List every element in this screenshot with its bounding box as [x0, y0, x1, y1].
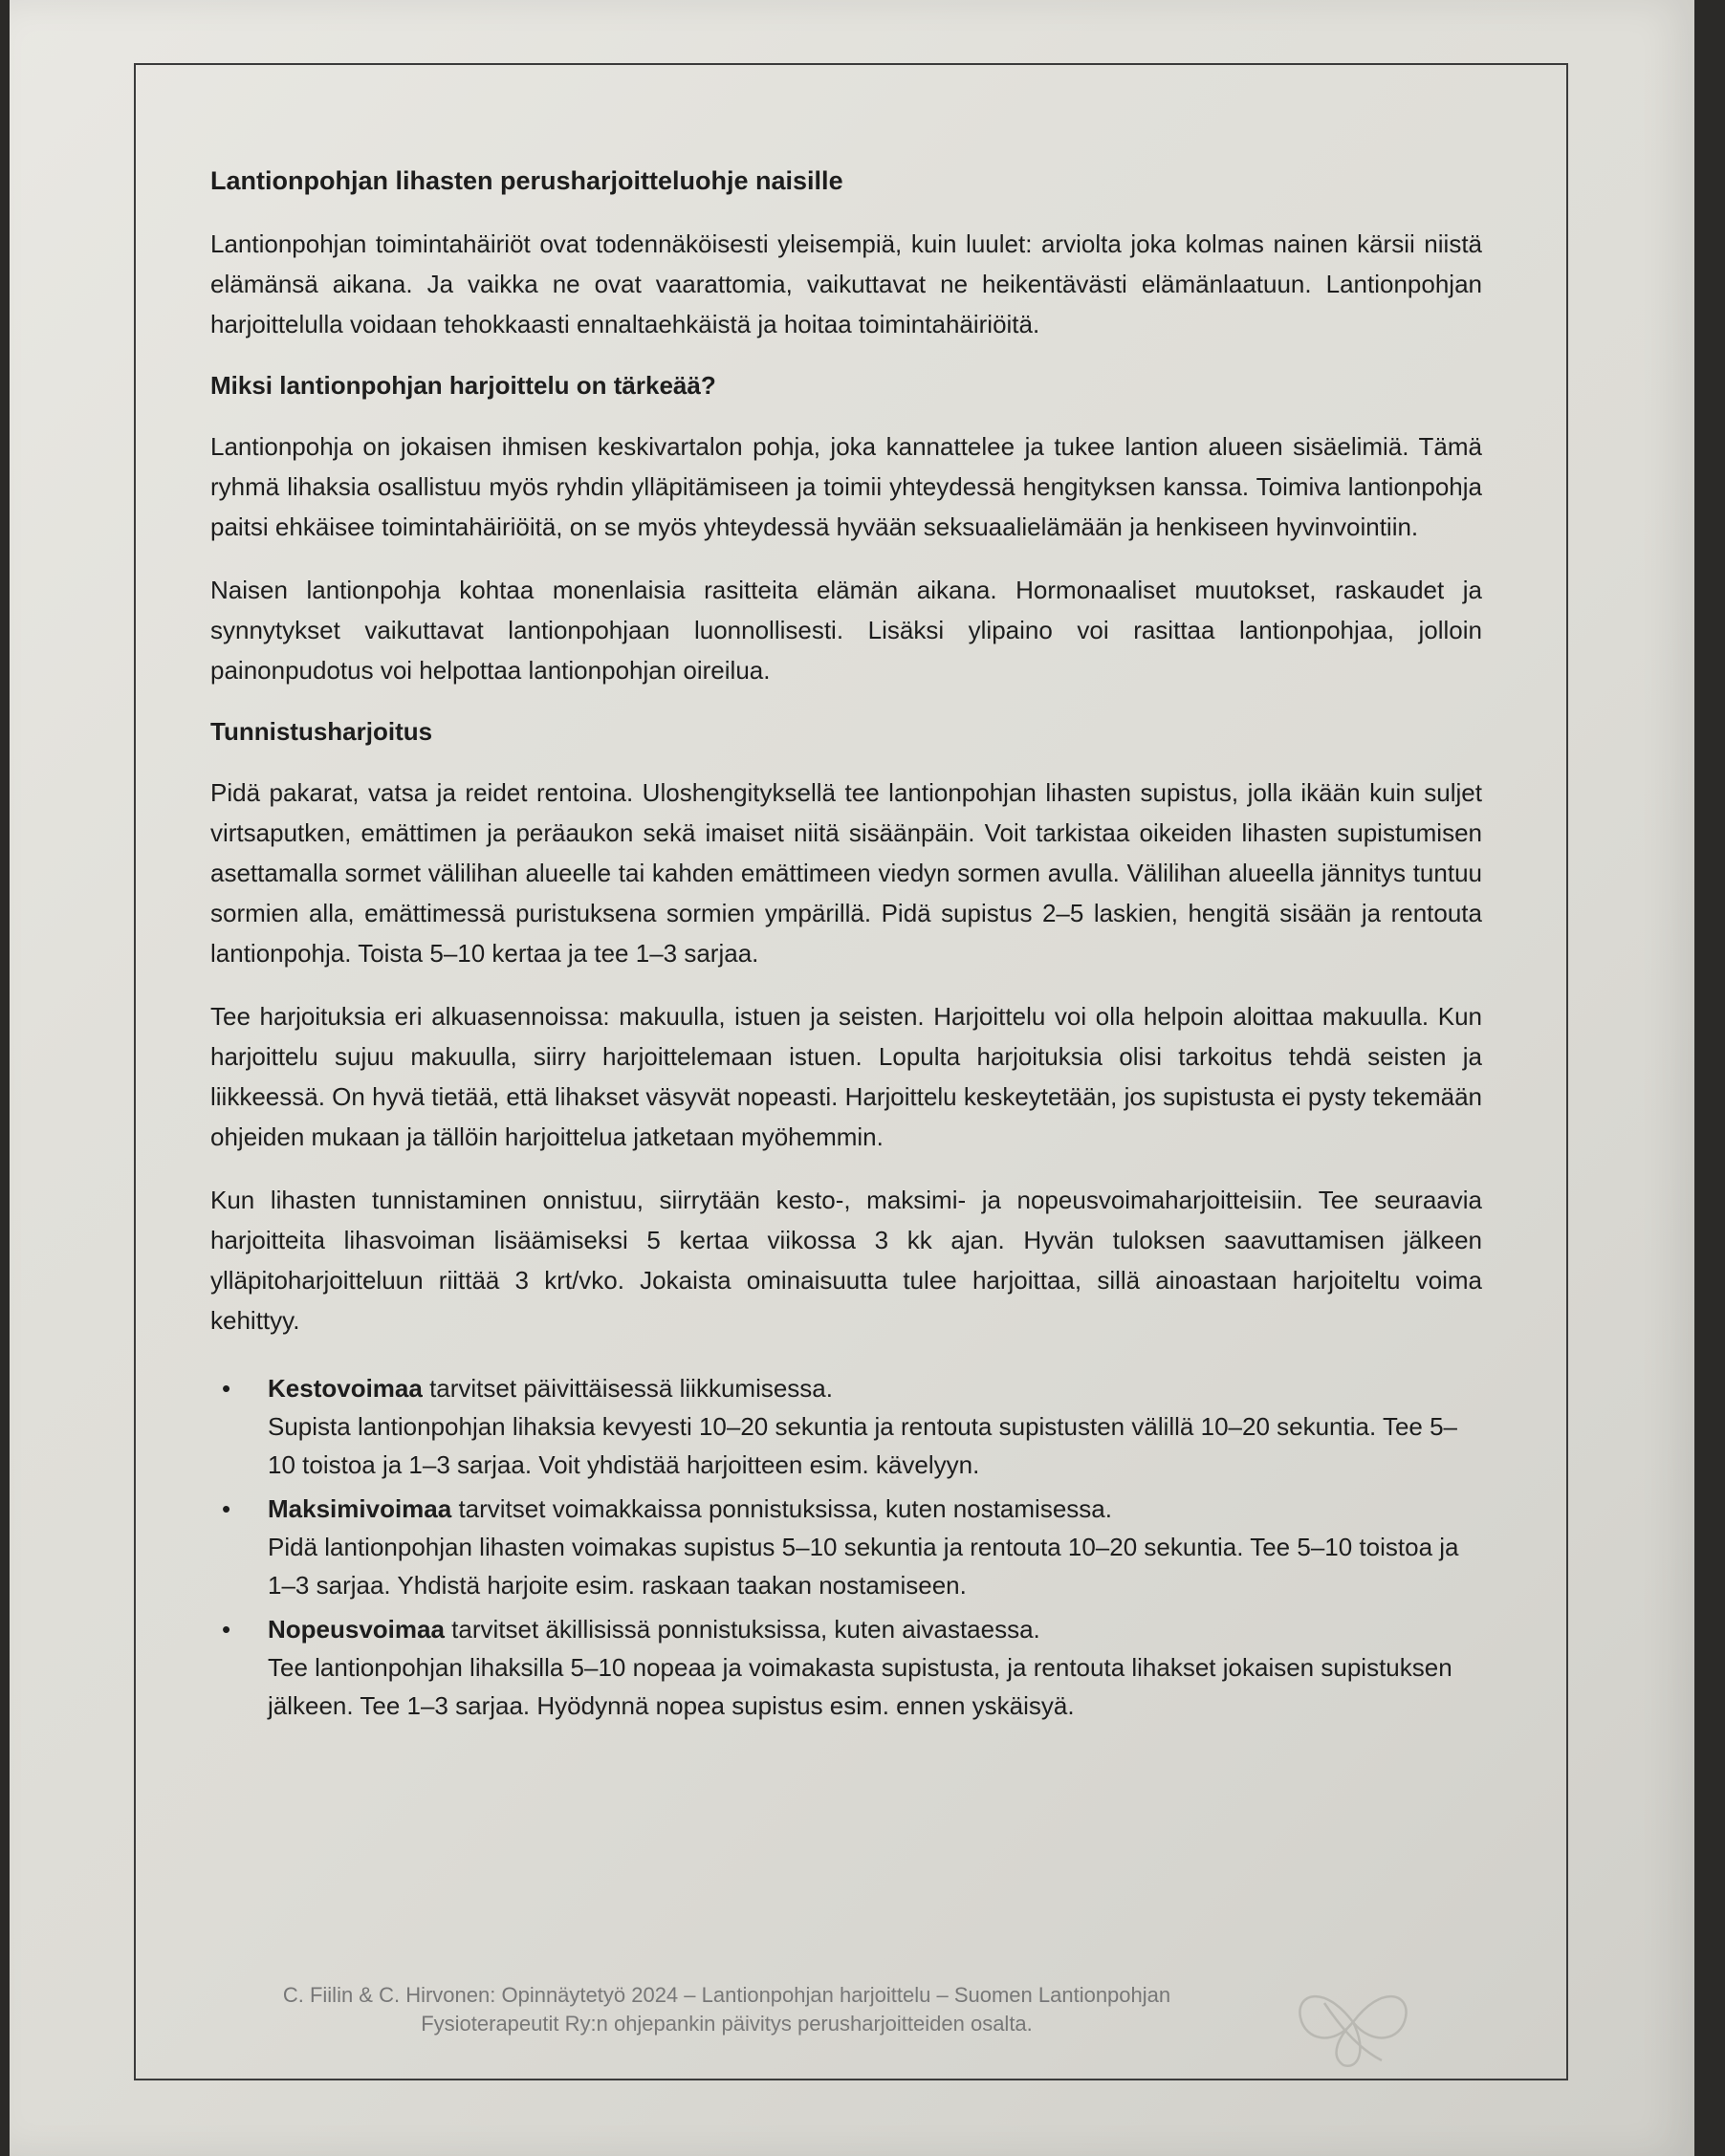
- paragraph: Lantionpohja on jokaisen ihmisen keskivartalon pohja, joka kannattelee ja tukee lantion alueen sisäelimiä. Tämä ryhmä lihaksia osallistuu myös ryhdin ylläpitämiseen ja toimii yhteydessä hengityksen kanssa. Toimiva lantionpohja paitsi ehkäisee toimintahäiriöitä, on se myös yhteydessä hyvään seksuaalielämään ja henkiseen hyvinvointiin.: [210, 432, 1482, 541]
- pelvic-floor-logo-icon: [1286, 1974, 1420, 2070]
- document-body: [210, 143, 1482, 1731]
- intro-paragraph: Lantionpohjan toimintahäiriöt ovat todennäköisesti yleisempiä, kuin luulet: arviolta joka kolmas nainen kärsii niistä elämänsä aikana. Ja vaikka ne ovat vaarattomia, vaikuttavat ne heikentävästi elämänlaatuun. Lantionpohjan harjoittelulla voidaan tehokkaasti ennaltaehkäistä ja hoitaa toimintahäiriöitä.: [210, 229, 1482, 338]
- footer-citation: [186, 1981, 1267, 2038]
- section-heading-recognition: Tunnistusharjoitus: [210, 717, 433, 746]
- bullet-icon: •: [222, 1494, 231, 1523]
- exercise-name: Kestovoimaa: [268, 1374, 423, 1403]
- paper-sheet: [10, 0, 1694, 2156]
- exercise-detail: Supista lantionpohjan lihaksia kevyesti 10–20 sekuntia ja rentouta supistusten välillä 10–20 sekuntia. Tee 5–10 toistoa ja 1–3 sarjaa. Voit yhdistää harjoitteen esim. kävelyyn.: [268, 1412, 1458, 1479]
- footer-line: Fysioterapeutit Ry:n ohjepankin päivitys perusharjoitteiden osalta.: [421, 2012, 1033, 2036]
- exercise-name: Nopeusvoimaa: [268, 1615, 445, 1644]
- list-item: [222, 1369, 1482, 1484]
- exercise-name: Maksimivoimaa: [268, 1494, 452, 1523]
- exercise-intro: tarvitset äkillisissä ponnistuksissa, kuten aivastaessa.: [444, 1615, 1040, 1644]
- exercise-intro: tarvitset päivittäisessä liikkumisessa.: [422, 1374, 833, 1403]
- exercise-detail: Tee lantionpohjan lihaksilla 5–10 nopeaa ja voimakasta supistusta, ja rentouta lihakset jokaisen supistuksen jälkeen. Tee 1–3 sarjaa. Hyödynnä nopea supistus esim. ennen yskäisyä.: [268, 1653, 1452, 1720]
- bullet-icon: •: [222, 1374, 231, 1403]
- list-item: [222, 1610, 1482, 1725]
- paragraph: Naisen lantionpohja kohtaa monenlaisia rasitteita elämän aikana. Hormonaaliset muutokset, raskaudet ja synnytykset vaikuttavat lantionpohjaan luonnollisesti. Lisäksi ylipaino voi rasittaa lantionpohjaa, jolloin painonpudotus voi helpottaa lantionpohjan oireilua.: [210, 576, 1482, 685]
- paragraph: Tee harjoituksia eri alkuasennoissa: makuulla, istuen ja seisten. Harjoittelu voi olla helpoin aloittaa makuulla. Kun harjoittelu sujuu makuulla, siirry harjoittelemaan istuen. Lopulta harjoituksia olisi tarkoitus tehdä seisten ja liikkeessä. On hyvä tietää, että lihakset väsyvät nopeasti. Harjoittelu keskeytetään, jos supistusta ei pysty tekemään ohjeiden mukaan ja tällöin harjoittelua jatketaan myöhemmin.: [210, 1002, 1482, 1151]
- paragraph: Pidä pakarat, vatsa ja reidet rentoina. Uloshengityksellä tee lantionpohjan lihasten supistus, jolla ikään kuin suljet virtsaputken, emättimen ja peräaukon sekä imaiset niitä sisäänpäin. Voit tarkistaa oikeiden lihasten supistumisen asettamalla sormet välilihan alueelle tai kahden emättimeen viedyn sormen avulla. Välilihan alueella jännitys tuntuu sormien alla, emättimessä puristuksena sormien ympärillä. Pidä supistus 2–5 laskien, hengitä sisään ja rentouta lantionpohja. Toista 5–10 kertaa ja tee 1–3 sarjaa.: [210, 778, 1482, 968]
- exercise-detail: Pidä lantionpohjan lihasten voimakas supistus 5–10 sekuntia ja rentouta 10–20 sekuntia. Tee 5–10 toistoa ja 1–3 sarjaa. Yhdistä harjoite esim. raskaan taakan nostamiseen.: [268, 1533, 1459, 1600]
- exercise-list: [210, 1369, 1482, 1725]
- paragraph: Kun lihasten tunnistaminen onnistuu, siirrytään kesto-, maksimi- ja nopeusvoimaharjoitteisiin. Tee seuraavia harjoitteita lihasvoiman lisäämiseksi 5 kertaa viikossa 3 kk ajan. Hyvän tuloksen saavuttamisen jälkeen ylläpitoharjoitteluun riittää 3 krt/vko. Jokaista ominaisuutta tulee harjoittaa, sillä ainoastaan harjoiteltu voima kehittyy.: [210, 1186, 1482, 1335]
- list-item: [222, 1490, 1482, 1604]
- section-heading-importance: Miksi lantionpohjan harjoittelu on tärkeää?: [210, 371, 716, 400]
- footer-line: C. Fiilin & C. Hirvonen: Opinnäytetyö 2024 – Lantionpohjan harjoittelu – Suomen Lantionpohjan: [282, 1983, 1171, 2007]
- document-title: Lantionpohjan lihasten perusharjoitteluohje naisille: [210, 166, 843, 195]
- exercise-intro: tarvitset voimakkaissa ponnistuksissa, kuten nostamisessa.: [451, 1494, 1112, 1523]
- bullet-icon: •: [222, 1615, 231, 1644]
